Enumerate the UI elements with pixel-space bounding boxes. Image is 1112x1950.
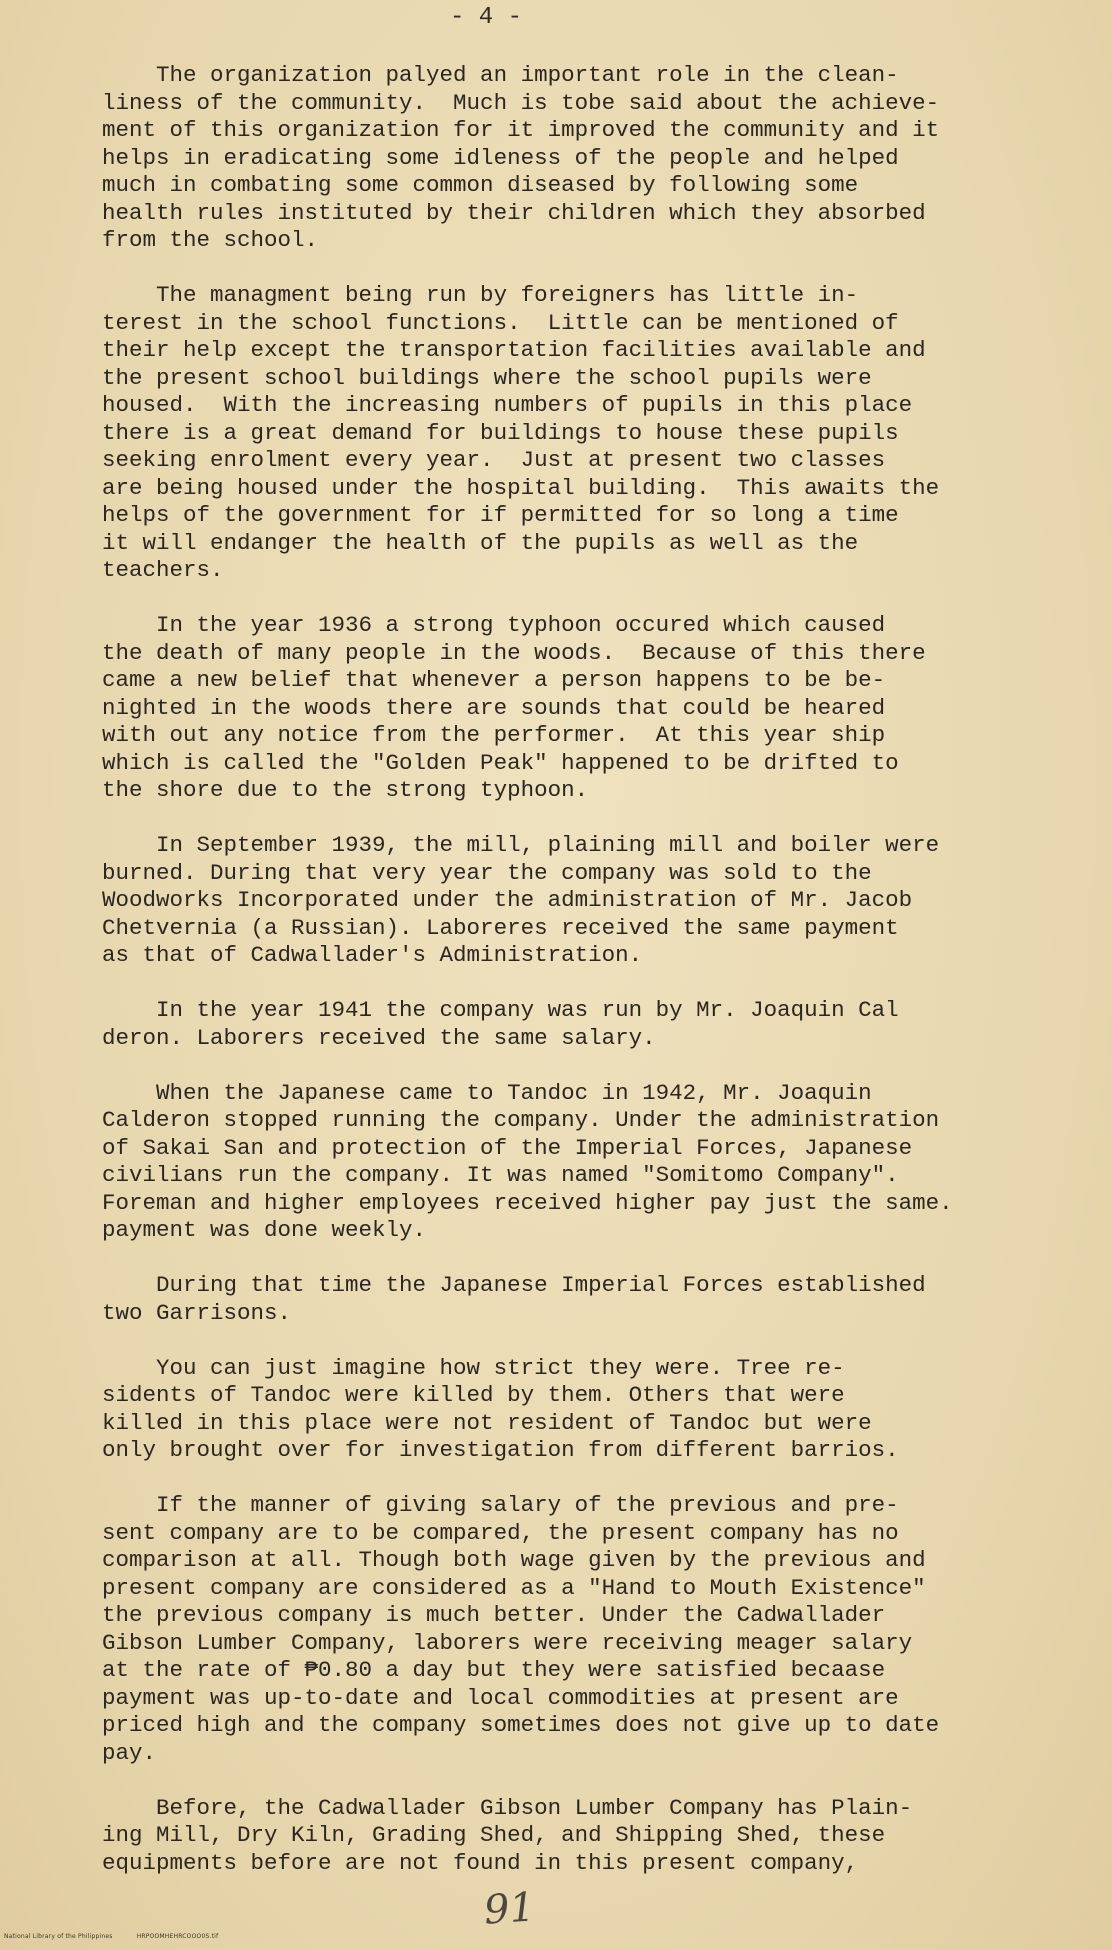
text-line: the previous company is much better. Under the Cadwallader: [102, 1602, 886, 1628]
text-line: liness of the community. Much is tobe said about the achieve-: [102, 89, 940, 116]
text-line: payment was done weekly.: [102, 1217, 427, 1243]
text-line: it will endanger the health of the pupils as well as the: [102, 529, 859, 556]
paragraph: [102, 282, 1102, 585]
text-line: equipments before are not found in this present company,: [102, 1849, 859, 1876]
text-line: teachers.: [102, 557, 224, 583]
text-line: at the rate of ₱0.80 a day but they were satisfied becaase: [102, 1657, 886, 1683]
text-line: there is a great demand for buildings to house these pupils: [102, 419, 899, 446]
text-line: are being housed under the hospital building. This awaits the: [102, 474, 940, 501]
paragraph: [102, 1355, 1102, 1465]
text-line: In September 1939, the mill, plaining mill and boiler were: [102, 832, 940, 858]
paragraph: [102, 62, 1102, 255]
text-line: Woodworks Incorporated under the administration of Mr. Jacob: [102, 887, 913, 913]
handwritten-page-number: 91: [482, 1884, 537, 1934]
paragraph: [102, 1080, 1102, 1245]
paragraph: [102, 1795, 1102, 1878]
text-line: comparison at all. Though both wage given by the previous and: [102, 1547, 926, 1573]
text-line: the death of many people in the woods. Because of this there: [102, 639, 926, 666]
text-line: ing Mill, Dry Kiln, Grading Shed, and Shipping Shed, these: [102, 1822, 886, 1848]
library-caption: National Library of the Philippines: [4, 1933, 113, 1940]
text-line: the shore due to the strong typhoon.: [102, 777, 589, 803]
text-line: present company are considered as a "Hand to Mouth Existence": [102, 1574, 926, 1601]
text-line: only brought over for investigation from different barrios.: [102, 1437, 899, 1463]
paragraph: [102, 832, 1102, 970]
text-line: Foreman and higher employees received higher pay just the same.: [102, 1189, 953, 1216]
text-line: In the year 1936 a strong typhoon occured which caused: [102, 612, 886, 638]
text-line: burned. During that very year the company was sold to the: [102, 859, 872, 886]
text-line: two Garrisons.: [102, 1299, 292, 1326]
text-line: deron. Laborers received the same salary.: [102, 1024, 656, 1051]
text-line: Gibson Lumber Company, laborers were receiving meager salary: [102, 1629, 913, 1656]
paragraph: [102, 612, 1102, 805]
text-line: helps in eradicating some idleness of the people and helped: [102, 144, 899, 171]
text-line: Chetvernia (a Russian). Laboreres received the same payment: [102, 914, 899, 941]
archive-footer: [4, 1933, 240, 1940]
text-line: payment was up-to-date and local commodities at present are: [102, 1684, 899, 1711]
paragraph: [102, 997, 1102, 1052]
page-number: - 4 -: [449, 4, 522, 31]
text-line: The managment being run by foreigners has little in-: [102, 282, 859, 308]
paragraph: [102, 1492, 1102, 1767]
text-line: During that time the Japanese Imperial Forces established: [102, 1272, 926, 1298]
text-line: sidents of Tandoc were killed by them. Others that were: [102, 1382, 845, 1408]
text-line: Calderon stopped running the company. Under the administration: [102, 1107, 940, 1133]
text-line: sent company are to be compared, the present company has no: [102, 1519, 899, 1546]
text-line: as that of Cadwallader's Administration.: [102, 942, 643, 968]
text-line: terest in the school functions. Little can be mentioned of: [102, 309, 899, 336]
text-line: which is called the "Golden Peak" happened to be drifted to: [102, 749, 899, 776]
text-line: with out any notice from the performer. At this year ship: [102, 722, 886, 748]
text-line: of Sakai San and protection of the Imperial Forces, Japanese: [102, 1134, 913, 1161]
text-line: When the Japanese came to Tandoc in 1942, Mr. Joaquin: [102, 1079, 872, 1106]
text-line: You can just imagine how strict they were. Tree re-: [102, 1354, 845, 1381]
text-line: much in combating some common diseased by following some: [102, 172, 859, 198]
text-line: In the year 1941 the company was run by Mr. Joaquin Cal: [102, 997, 899, 1023]
text-line: their help except the transportation facilities available and: [102, 337, 926, 363]
text-line: housed. With the increasing numbers of pupils in this place: [102, 392, 913, 418]
document-body: [102, 62, 1102, 1905]
text-line: killed in this place were not resident of Tandoc but were: [102, 1409, 872, 1436]
text-line: The organization palyed an important role in the clean-: [102, 62, 899, 88]
text-line: pay.: [102, 1739, 157, 1766]
text-line: seeking enrolment every year. Just at present two classes: [102, 447, 886, 473]
text-line: Before, the Cadwallader Gibson Lumber Company has Plain-: [102, 1794, 913, 1821]
text-line: helps of the government for if permitted for so long a time: [102, 502, 899, 528]
text-line: health rules instituted by their children which they absorbed: [102, 199, 926, 226]
text-line: from the school.: [102, 227, 319, 253]
text-line: nighted in the woods there are sounds that could be heared: [102, 694, 886, 721]
file-caption: HRPOOMHEHRCOOO0S.tif: [136, 1933, 219, 1940]
text-line: the present school buildings where the school pupils were: [102, 364, 872, 391]
text-line: civilians run the company. It was named "Somitomo Company".: [102, 1162, 899, 1188]
text-line: priced high and the company sometimes does not give up to date: [102, 1712, 940, 1738]
text-line: ment of this organization for it improved the community and it: [102, 117, 940, 143]
text-line: If the manner of giving salary of the previous and pre-: [102, 1492, 899, 1518]
text-line: came a new belief that whenever a person happens to be be-: [102, 667, 886, 693]
paragraph: [102, 1272, 1102, 1327]
